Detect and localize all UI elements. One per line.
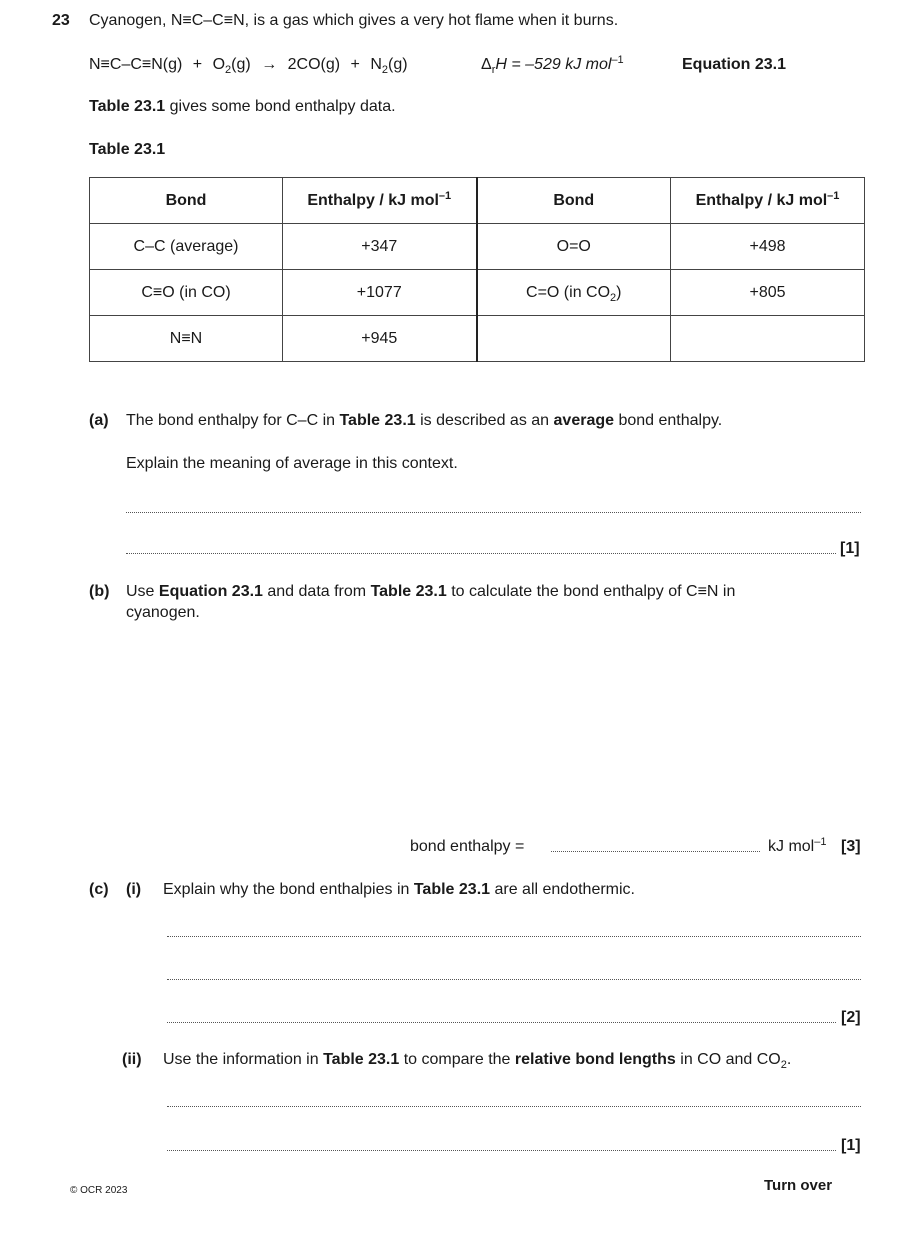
equation-label: Equation 23.1 [682,56,787,73]
bond-enthalpy-table [89,177,865,362]
equation-23-1 [89,56,408,74]
header-bond: Bond [477,178,671,224]
answer-line[interactable] [167,979,861,980]
part-a-question: The bond enthalpy for C–C in Table 23.1 is described as an average bond enthalpy. [126,412,723,429]
table-row [90,224,865,270]
bond-cell [477,316,671,362]
answer-line[interactable] [126,512,861,513]
eq-product-co: 2CO(g) [287,56,341,73]
eq-arrow: → [261,56,278,73]
table-intro: Table 23.1 gives some bond enthalpy data. [89,98,396,115]
bond-cell: C–C (average) [90,224,283,270]
question-number: 23 [52,12,70,29]
copyright: © OCR 2023 [70,1185,128,1196]
eq-plus: + [350,56,360,73]
marks-c-ii: [1] [841,1137,861,1154]
answer-line[interactable] [167,936,861,937]
answer-line[interactable] [167,1022,836,1023]
turn-over: Turn over [764,1177,833,1194]
table-row [90,270,865,316]
answer-line[interactable] [126,553,836,554]
enthalpy-cell: +805 [671,270,865,316]
marks-a: [1] [840,540,860,557]
table-header-row [90,178,865,224]
enthalpy-cell: +945 [283,316,477,362]
part-b-question: Use Equation 23.1 and data from Table 23.1 to calculate the bond enthalpy of C≡N in [126,583,736,600]
bond-enthalpy-answer-label: bond enthalpy = [410,838,525,855]
answer-unit: kJ mol$^{-1}$ [768,836,827,855]
question-intro: Cyanogen, N≡C–C≡N, is a gas which gives a very hot flame when it burns. [89,12,619,29]
answer-line[interactable] [167,1150,836,1151]
eq-nitrogen: $N_2(g)$ [370,56,408,76]
bond-cell: N≡N [90,316,283,362]
part-b-label: (b) [89,583,110,600]
part-c-ii-label: (ii) [122,1051,142,1068]
enthalpy-cell: +498 [671,224,865,270]
enthalpy-change: $\Delta_rH = -529$ kJ mol$^{-1}$ [481,54,624,76]
bond-cell: C≡O (in CO) [90,270,283,316]
bond-cell: O=O [477,224,671,270]
eq-plus: + [192,56,203,73]
header-enthalpy: Enthalpy / kJ mol$^{-1}$ [283,178,477,224]
part-b-question-cont: cyanogen. [126,604,200,621]
header-bond: Bond [90,178,283,224]
part-c-i-label: (i) [126,881,142,898]
marks-b: [3] [841,838,861,855]
marks-c-i: [2] [841,1009,861,1026]
part-c-label: (c) [89,881,109,898]
part-c-i-question: Explain why the bond enthalpies in Table 23.1 are all endothermic. [163,881,635,898]
eq-reactant-cyanogen: N≡C–C≡N(g) [89,56,183,73]
answer-line[interactable] [167,1106,861,1107]
header-enthalpy: Enthalpy / kJ mol$^{-1}$ [671,178,865,224]
bond-enthalpy-answer-line[interactable] [551,851,760,852]
table-caption: Table 23.1 [89,141,166,158]
bond-cell: C=O (in $CO_2$) [477,270,671,316]
part-c-ii-question: Use the information in Table 23.1 to compare the relative bond lengths in CO and $CO_2$. [163,1051,792,1071]
enthalpy-cell [671,316,865,362]
table-row [90,316,865,362]
part-a-instruction: Explain the meaning of average in this context. [126,455,458,472]
part-a-label: (a) [89,412,109,429]
eq-oxygen: $O_2(g)$ [212,56,251,76]
enthalpy-cell: +1077 [283,270,477,316]
enthalpy-cell: +347 [283,224,477,270]
